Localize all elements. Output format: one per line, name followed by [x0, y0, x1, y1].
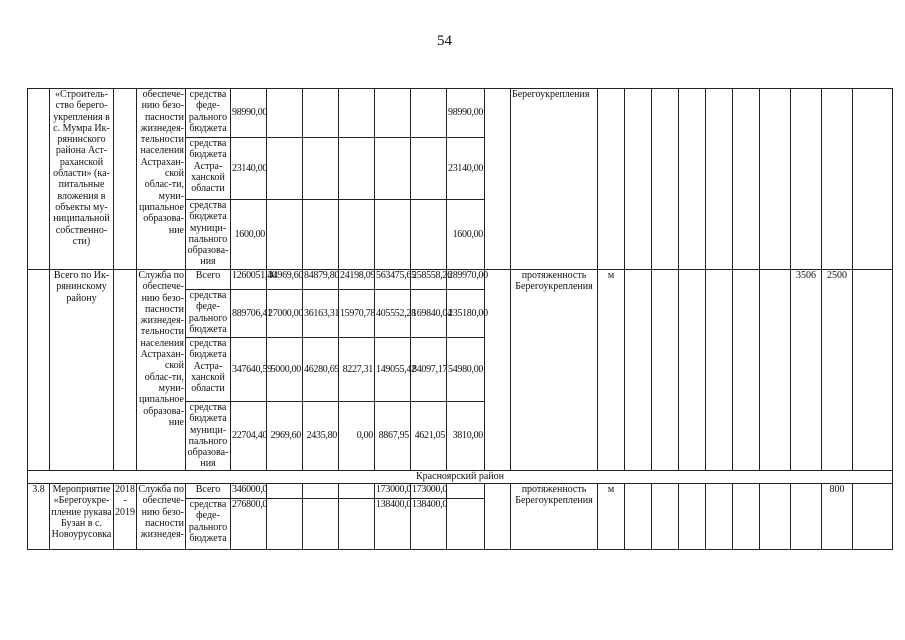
amount-year: 173000,0 [411, 484, 447, 499]
amount-year: 27000,00 [267, 290, 303, 338]
amount-year: 2969,60 [267, 402, 303, 471]
amount-year: 3810,00 [447, 402, 485, 471]
amount-year: 169840,04 [411, 290, 447, 338]
funding-source: средства бюджета муници-пального образова-ния [186, 402, 231, 471]
amount-year: 149055,42 [375, 338, 411, 402]
indicator-value: 3506 [791, 270, 822, 471]
funding-source: Всего [186, 484, 231, 499]
amount-year: 138400,0 [375, 499, 411, 550]
amount-year: 173000,0 [375, 484, 411, 499]
amount-year: 405552,28 [375, 290, 411, 338]
amount-year: 289970,00 [447, 270, 485, 290]
amount-year: 5000,00 [267, 338, 303, 402]
executor: Служба по обеспече-нию безо-пасности жизнедея- [137, 484, 186, 550]
indicator-name: Берегоукрепления [511, 89, 598, 270]
indicator-value: 2500 [822, 270, 853, 471]
table-row [28, 484, 893, 499]
funding-source: Всего [186, 270, 231, 290]
amount-year: 1600,00 [447, 200, 485, 270]
program-table [27, 88, 893, 550]
amount-year: 84879,80 [303, 270, 339, 290]
amount-year: 0,00 [339, 402, 375, 471]
amount-total: 889706,41 [231, 290, 267, 338]
funding-source: средства феде-рального бюджета [186, 89, 231, 138]
indicator-name: протяженность Берегоукрепления [511, 270, 598, 471]
funding-source: средства бюджета муници-пального образова-ния [186, 200, 231, 270]
amount-year: 46280,69 [303, 338, 339, 402]
amount-total: 276800,0 [231, 499, 267, 550]
table-row [28, 471, 893, 484]
table-row [28, 270, 893, 290]
amount-total: 22704,40 [231, 402, 267, 471]
amount-year: 98990,00 [447, 89, 485, 138]
funding-source: средства бюджета Астра-ханской области [186, 338, 231, 402]
amount-year: 258558,26 [411, 270, 447, 290]
indicator-name: протяженность Берегоукрепления [511, 484, 598, 550]
amount-total: 23140,00 [231, 138, 267, 200]
executor: обеспече-нию безо-пасности жизнедея-тельности населения Астрахан-ской облас-ти, муни-ципальное образова-ние [137, 89, 186, 270]
table-row [28, 89, 893, 138]
amount-year: 563475,65 [375, 270, 411, 290]
amount-total: 1600,00 [231, 200, 267, 270]
amount-total: 347640,59 [231, 338, 267, 402]
funding-source: средства феде-рального бюджета [186, 290, 231, 338]
executor: Служба по обеспече-нию безо-пасности жизнедея-тельности населения Астрахан-ской облас-ти, муни-ципальное образова-ние [137, 270, 186, 471]
amount-year: 15970,78 [339, 290, 375, 338]
amount-year: 138400,0 [411, 499, 447, 550]
amount-year: 235180,00 [447, 290, 485, 338]
amount-year: 4621,05 [411, 402, 447, 471]
amount-year: 8867,95 [375, 402, 411, 471]
measure-name: Мероприятие «Берегоукре-пление рукава Бузан в с. Новоурусовка [50, 484, 114, 550]
funding-source: средства феде-рального бюджета [186, 499, 231, 550]
amount-year: 8227,31 [339, 338, 375, 402]
amount-year: 23140,00 [447, 138, 485, 200]
measure-name: «Строитель-ство берего-укрепления в с. Мумра Ик-рянинского района Аст-раханской области» (ка-питальные вложения в объекты му-ниципальной собственно-сти) [50, 89, 114, 270]
amount-year: 36163,31 [303, 290, 339, 338]
unit: м [598, 270, 625, 471]
amount-year: 24198,09 [339, 270, 375, 290]
amount-total: 346000,0 [231, 484, 267, 499]
measure-number: 3.8 [28, 484, 50, 550]
amount-year: 34969,60 [267, 270, 303, 290]
funding-source: средства бюджета Астра-ханской области [186, 138, 231, 200]
amount-year: 2435,80 [303, 402, 339, 471]
amount-total: 1260051,40 [231, 270, 267, 290]
district-title: Красноярский район [28, 471, 893, 484]
page-number: 54 [437, 33, 452, 49]
measure-name: Всего по Ик-рянинскому району [50, 270, 114, 471]
measure-years: 2018 - 2019 [114, 484, 137, 550]
amount-year: 54980,00 [447, 338, 485, 402]
amount-total: 98990,00 [231, 89, 267, 138]
indicator-value: 800 [822, 484, 853, 550]
unit: м [598, 484, 625, 550]
amount-year: 84097,17 [411, 338, 447, 402]
